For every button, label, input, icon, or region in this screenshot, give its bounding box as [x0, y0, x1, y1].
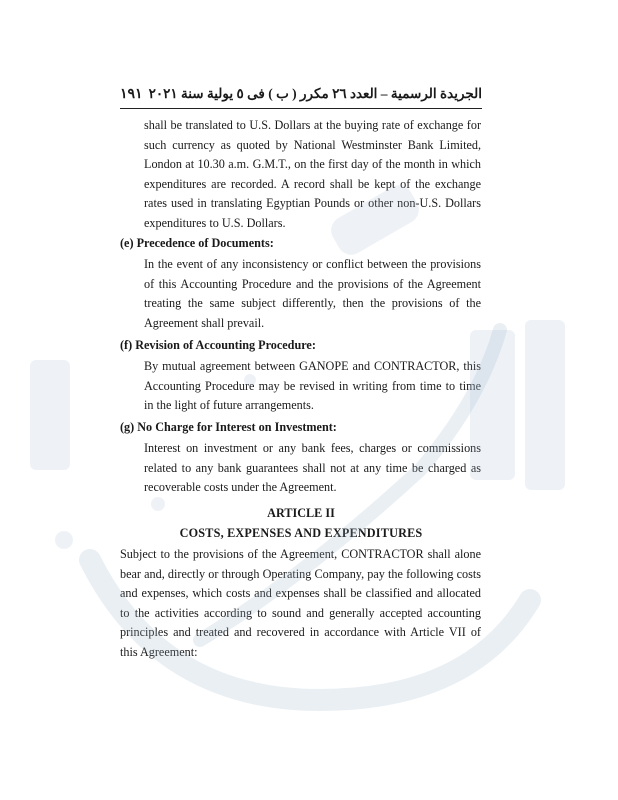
section-heading-e: (e) Precedence of Documents:: [120, 236, 274, 250]
section-text-f: By mutual agreement between GANOPE and CONTRACTOR, this Accounting Procedure may be revised in writing from time to time in the light of future arrangements.: [144, 359, 481, 413]
article-number: ARTICLE II: [267, 506, 335, 520]
gazette-header-title: الجريدة الرسمية – العدد ٢٦ مكرر ( ب ) فى ٥ يولية سنة ٢٠٢١: [148, 86, 482, 101]
section-text-e: In the event of any inconsistency or conflict between the provisions of this Accounting Procedure and the provisions of the Agreement treating the same subject differently, then the provisions of the Agreement shall prevail.: [144, 257, 481, 330]
watermark-block-icon: [30, 360, 70, 470]
section-text-g: Interest on investment or any bank fees, charges or commissions related to any bank guarantees shall not at any time be charged as recoverable costs under the Agreement.: [144, 441, 481, 495]
section-heading-f: (f) Revision of Accounting Procedure:: [120, 338, 316, 352]
page-header: [120, 86, 482, 106]
page-number: ١٩١: [120, 87, 143, 102]
article-title: COSTS, EXPENSES AND EXPENDITURES: [179, 526, 423, 540]
header-divider: [120, 108, 482, 109]
article-paragraph: Subject to the provisions of the Agreement, CONTRACTOR shall alone bear and, directly or through Operating Company, pay the following costs and expenses, which costs and expenses shall be classified and allocated to the activities according to sound and generally accepted accounting principles and treated and recovered in accordance with Article VII of this Agreement:: [120, 547, 481, 659]
continuation-paragraph: shall be translated to U.S. Dollars at the buying rate of exchange for such currency as quoted by National Westminster Bank Limited, London at 10.30 a.m. G.M.T., on the first day of the month in which expenditures are recorded. A record shall be kept of the exchange rates used in translating Egyptian Pounds or other non-U.S. Dollars expenditures to U.S. Dollars.: [144, 118, 481, 230]
section-heading-g: (g) No Charge for Interest on Investment:: [120, 420, 337, 434]
